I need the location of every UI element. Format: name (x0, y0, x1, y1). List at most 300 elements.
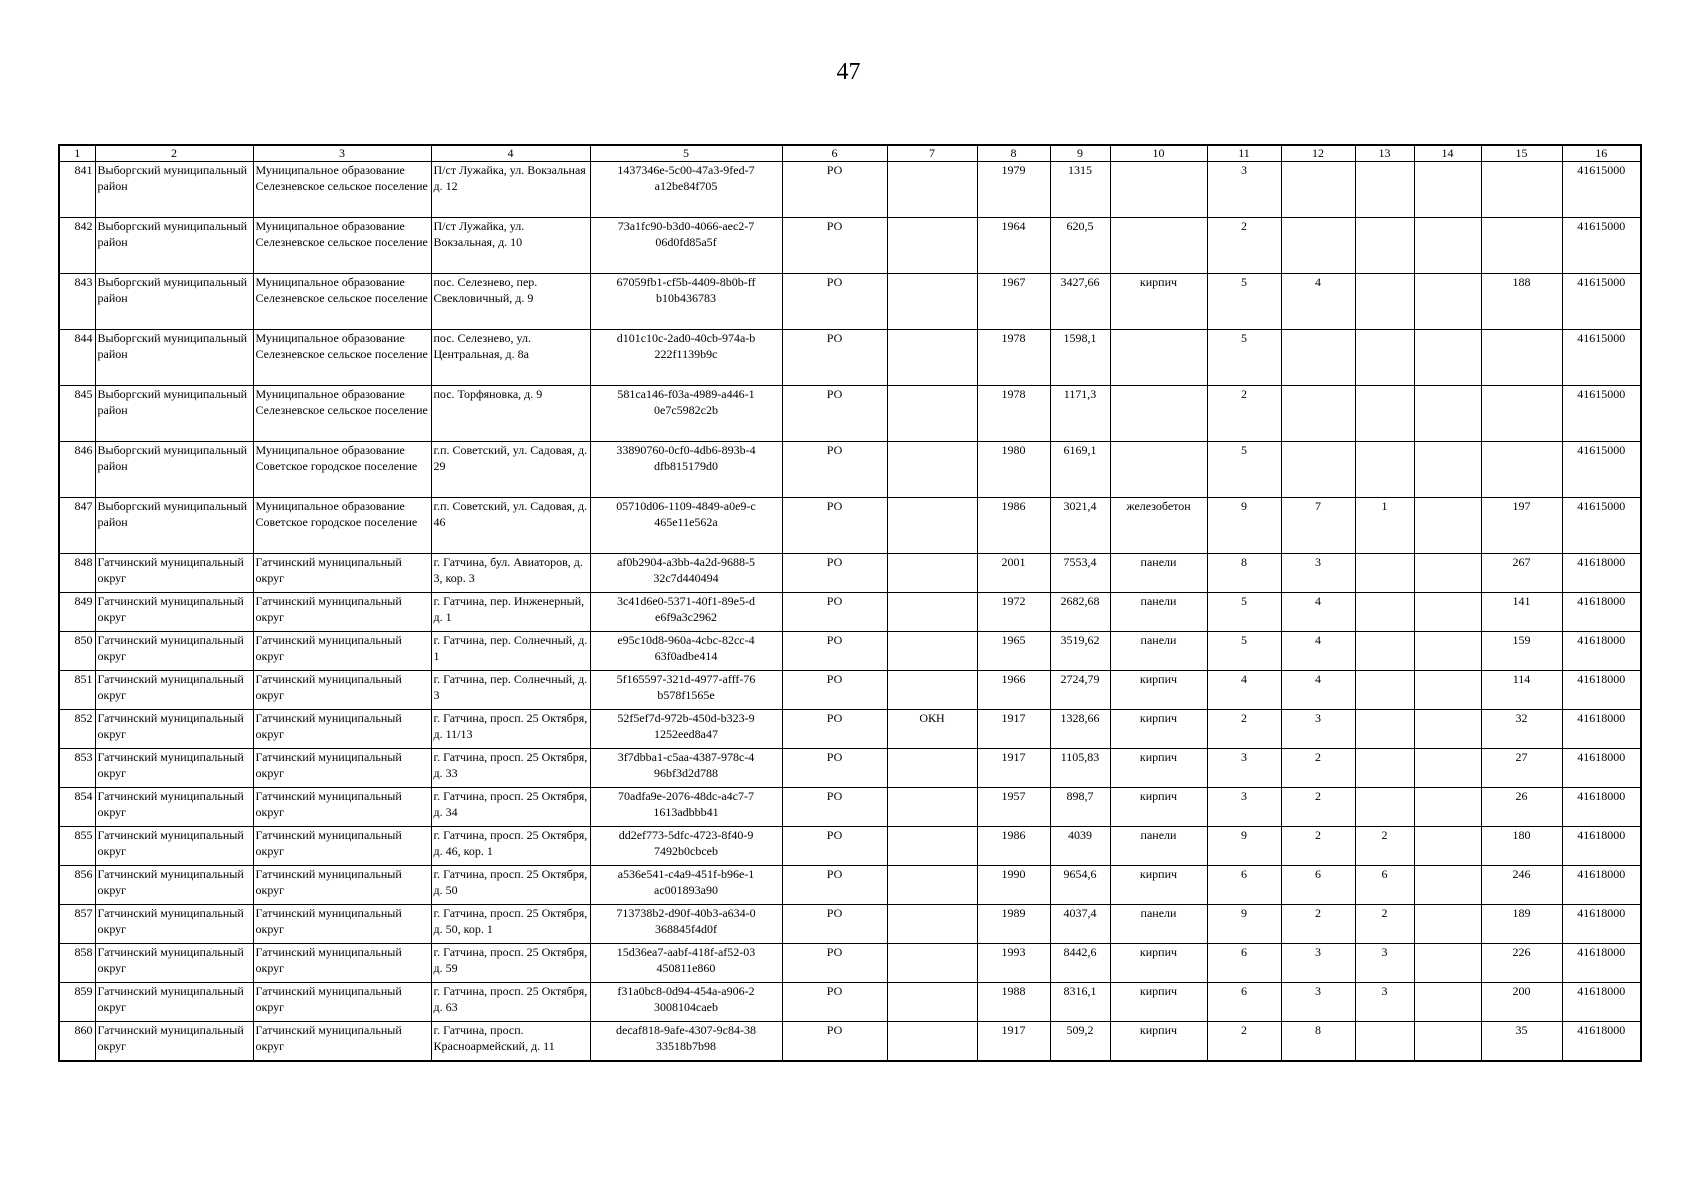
cell-col-10: кирпич (1110, 710, 1207, 749)
cell-col-3: Гатчинский муниципальный округ (253, 749, 431, 788)
table-row (59, 671, 1641, 710)
cell-col-10: панели (1110, 632, 1207, 671)
cell-col-12: 3 (1281, 554, 1355, 593)
cell-col-6: РО (782, 274, 887, 330)
fias-guid: d101c10c-2ad0-40cb-974a-b222f1139b9c (616, 331, 756, 361)
column-header-14: 14 (1414, 145, 1481, 162)
cell-col-8: 1978 (977, 330, 1050, 386)
cell-col-1: 853 (59, 749, 95, 788)
cell-col-6: РО (782, 827, 887, 866)
fias-guid: f31a0bc8-0d94-454a-a906-23008104caeb (617, 984, 755, 1014)
cell-col-7 (887, 274, 977, 330)
cell-col-12: 8 (1281, 1022, 1355, 1062)
cell-col-3: Гатчинский муниципальный округ (253, 632, 431, 671)
cell-col-12 (1281, 330, 1355, 386)
cell-col-1: 857 (59, 905, 95, 944)
cell-col-2: Гатчинский муниципальный округ (95, 554, 253, 593)
cell-col-10: кирпич (1110, 944, 1207, 983)
cell-col-4: пос. Селезнево, пер. Свекловичный, д. 9 (431, 274, 590, 330)
cell-col-1: 849 (59, 593, 95, 632)
cell-col-7 (887, 905, 977, 944)
cell-col-2: Выборгский муниципальный район (95, 386, 253, 442)
cell-col-15: 114 (1481, 671, 1562, 710)
cell-col-4: г. Гатчина, бул. Авиаторов, д. 3, кор. 3 (431, 554, 590, 593)
column-header-2: 2 (95, 145, 253, 162)
cell-col-2: Выборгский муниципальный район (95, 218, 253, 274)
fias-guid: 67059fb1-cf5b-4409-8b0b-ffb10b436783 (616, 275, 756, 305)
cell-col-6: РО (782, 905, 887, 944)
cell-col-8: 1986 (977, 827, 1050, 866)
cell-col-16: 41615000 (1562, 498, 1641, 554)
cell-col-2: Гатчинский муниципальный округ (95, 788, 253, 827)
cell-col-12 (1281, 218, 1355, 274)
cell-col-11: 3 (1207, 162, 1281, 218)
cell-col-6: РО (782, 983, 887, 1022)
cell-col-10: панели (1110, 554, 1207, 593)
column-header-12: 12 (1281, 145, 1355, 162)
cell-col-9: 1328,66 (1050, 710, 1110, 749)
housing-registry-table (58, 144, 1642, 1062)
cell-col-9: 4039 (1050, 827, 1110, 866)
cell-col-10: кирпич (1110, 866, 1207, 905)
column-header-11: 11 (1207, 145, 1281, 162)
cell-col-8: 1993 (977, 944, 1050, 983)
table-row (59, 788, 1641, 827)
table-row (59, 866, 1641, 905)
cell-col-1: 844 (59, 330, 95, 386)
column-header-15: 15 (1481, 145, 1562, 162)
cell-col-9: 1315 (1050, 162, 1110, 218)
cell-col-12: 4 (1281, 593, 1355, 632)
cell-col-10: кирпич (1110, 983, 1207, 1022)
cell-col-12: 4 (1281, 274, 1355, 330)
cell-col-6: РО (782, 386, 887, 442)
column-header-5: 5 (590, 145, 782, 162)
cell-col-12: 3 (1281, 983, 1355, 1022)
cell-col-5 (590, 442, 782, 498)
cell-col-1: 851 (59, 671, 95, 710)
cell-col-8: 2001 (977, 554, 1050, 593)
cell-col-9: 3519,62 (1050, 632, 1110, 671)
cell-col-16: 41615000 (1562, 218, 1641, 274)
cell-col-1: 847 (59, 498, 95, 554)
table-row (59, 827, 1641, 866)
cell-col-7 (887, 788, 977, 827)
cell-col-6: РО (782, 632, 887, 671)
cell-col-10 (1110, 442, 1207, 498)
cell-col-6: РО (782, 1022, 887, 1062)
table-row (59, 593, 1641, 632)
cell-col-5 (590, 749, 782, 788)
cell-col-14 (1414, 788, 1481, 827)
cell-col-2: Гатчинский муниципальный округ (95, 593, 253, 632)
cell-col-1: 858 (59, 944, 95, 983)
cell-col-2: Выборгский муниципальный район (95, 330, 253, 386)
column-header-16: 16 (1562, 145, 1641, 162)
cell-col-11: 3 (1207, 788, 1281, 827)
cell-col-13 (1355, 330, 1414, 386)
cell-col-1: 855 (59, 827, 95, 866)
cell-col-1: 845 (59, 386, 95, 442)
cell-col-5 (590, 498, 782, 554)
cell-col-11: 6 (1207, 944, 1281, 983)
cell-col-14 (1414, 1022, 1481, 1062)
cell-col-14 (1414, 330, 1481, 386)
cell-col-12: 2 (1281, 827, 1355, 866)
cell-col-13: 3 (1355, 983, 1414, 1022)
cell-col-4: г. Гатчина, пер. Инженерный, д. 1 (431, 593, 590, 632)
cell-col-9: 2724,79 (1050, 671, 1110, 710)
fias-guid: dd2ef773-5dfc-4723-8f40-97492b0cbceb (618, 828, 754, 858)
cell-col-16: 41615000 (1562, 162, 1641, 218)
cell-col-13 (1355, 218, 1414, 274)
cell-col-4: г. Гатчина, просп. 25 Октября, д. 46, кор. 1 (431, 827, 590, 866)
column-header-1: 1 (59, 145, 95, 162)
cell-col-3: Гатчинский муниципальный округ (253, 788, 431, 827)
fias-guid: 1437346e-5c00-47a3-9fed-7a12be84f705 (617, 163, 755, 193)
cell-col-2: Гатчинский муниципальный округ (95, 632, 253, 671)
cell-col-2: Выборгский муниципальный район (95, 442, 253, 498)
cell-col-14 (1414, 944, 1481, 983)
cell-col-13 (1355, 162, 1414, 218)
column-header-8: 8 (977, 145, 1050, 162)
cell-col-3: Муниципальное образование Селезневское сельское поселение (253, 386, 431, 442)
cell-col-10: кирпич (1110, 671, 1207, 710)
cell-col-12: 6 (1281, 866, 1355, 905)
cell-col-6: РО (782, 330, 887, 386)
cell-col-2: Гатчинский муниципальный округ (95, 1022, 253, 1062)
cell-col-2: Гатчинский муниципальный округ (95, 827, 253, 866)
cell-col-7 (887, 866, 977, 905)
fias-guid: 52f5ef7d-972b-450d-b323-91252eed8a47 (617, 711, 755, 741)
table-row (59, 274, 1641, 330)
cell-col-8: 1972 (977, 593, 1050, 632)
cell-col-5 (590, 218, 782, 274)
cell-col-8: 1986 (977, 498, 1050, 554)
cell-col-6: РО (782, 554, 887, 593)
cell-col-13 (1355, 386, 1414, 442)
cell-col-13 (1355, 1022, 1414, 1062)
cell-col-6: РО (782, 442, 887, 498)
cell-col-2: Гатчинский муниципальный округ (95, 749, 253, 788)
cell-col-6: РО (782, 866, 887, 905)
fias-guid: 05710d06-1109-4849-a0e9-c465e11e562a (616, 499, 756, 529)
cell-col-10: кирпич (1110, 788, 1207, 827)
cell-col-9: 6169,1 (1050, 442, 1110, 498)
cell-col-16: 41618000 (1562, 866, 1641, 905)
cell-col-10: кирпич (1110, 274, 1207, 330)
cell-col-4: г. Гатчина, пер. Солнечный, д. 1 (431, 632, 590, 671)
cell-col-7 (887, 498, 977, 554)
cell-col-12: 3 (1281, 944, 1355, 983)
fias-guid: decaf818-9afe-4307-9c84-3833518b7b98 (616, 1023, 756, 1053)
cell-col-15: 189 (1481, 905, 1562, 944)
cell-col-14 (1414, 386, 1481, 442)
cell-col-13: 3 (1355, 944, 1414, 983)
cell-col-6: РО (782, 593, 887, 632)
fias-guid: 3c41d6e0-5371-40f1-89e5-de6f9a3c2962 (617, 594, 755, 624)
table-row (59, 330, 1641, 386)
table-row (59, 983, 1641, 1022)
cell-col-8: 1990 (977, 866, 1050, 905)
cell-col-7: ОКН (887, 710, 977, 749)
cell-col-11: 5 (1207, 274, 1281, 330)
cell-col-16: 41618000 (1562, 944, 1641, 983)
cell-col-8: 1957 (977, 788, 1050, 827)
column-header-3: 3 (253, 145, 431, 162)
cell-col-7 (887, 330, 977, 386)
cell-col-3: Гатчинский муниципальный округ (253, 983, 431, 1022)
cell-col-8: 1980 (977, 442, 1050, 498)
cell-col-14 (1414, 983, 1481, 1022)
cell-col-11: 9 (1207, 827, 1281, 866)
cell-col-11: 6 (1207, 866, 1281, 905)
cell-col-15 (1481, 330, 1562, 386)
fias-guid: 15d36ea7-aabf-418f-af52-03450811e860 (616, 945, 756, 975)
cell-col-14 (1414, 442, 1481, 498)
cell-col-4: г. Гатчина, пер. Солнечный, д. 3 (431, 671, 590, 710)
cell-col-14 (1414, 498, 1481, 554)
cell-col-11: 2 (1207, 386, 1281, 442)
cell-col-4: г. Гатчина, просп. 25 Октября, д. 59 (431, 944, 590, 983)
cell-col-12: 7 (1281, 498, 1355, 554)
cell-col-13 (1355, 632, 1414, 671)
cell-col-12: 3 (1281, 710, 1355, 749)
cell-col-14 (1414, 671, 1481, 710)
cell-col-8: 1917 (977, 1022, 1050, 1062)
cell-col-9: 9654,6 (1050, 866, 1110, 905)
cell-col-5 (590, 827, 782, 866)
cell-col-2: Выборгский муниципальный район (95, 274, 253, 330)
table-row (59, 386, 1641, 442)
cell-col-12: 2 (1281, 788, 1355, 827)
cell-col-15: 180 (1481, 827, 1562, 866)
cell-col-15: 200 (1481, 983, 1562, 1022)
cell-col-10: железобетон (1110, 498, 1207, 554)
cell-col-16: 41618000 (1562, 671, 1641, 710)
cell-col-13 (1355, 788, 1414, 827)
cell-col-9: 3021,4 (1050, 498, 1110, 554)
cell-col-7 (887, 593, 977, 632)
cell-col-5 (590, 788, 782, 827)
cell-col-8: 1978 (977, 386, 1050, 442)
cell-col-15 (1481, 162, 1562, 218)
cell-col-14 (1414, 218, 1481, 274)
cell-col-16: 41618000 (1562, 827, 1641, 866)
column-header-9: 9 (1050, 145, 1110, 162)
cell-col-1: 860 (59, 1022, 95, 1062)
cell-col-3: Гатчинский муниципальный округ (253, 866, 431, 905)
cell-col-8: 1965 (977, 632, 1050, 671)
cell-col-4: пос. Торфяновка, д. 9 (431, 386, 590, 442)
cell-col-5 (590, 593, 782, 632)
cell-col-11: 2 (1207, 218, 1281, 274)
table-row (59, 554, 1641, 593)
cell-col-15: 32 (1481, 710, 1562, 749)
cell-col-14 (1414, 632, 1481, 671)
cell-col-9: 8316,1 (1050, 983, 1110, 1022)
cell-col-7 (887, 442, 977, 498)
cell-col-9: 3427,66 (1050, 274, 1110, 330)
cell-col-3: Гатчинский муниципальный округ (253, 905, 431, 944)
cell-col-3: Муниципальное образование Селезневское сельское поселение (253, 274, 431, 330)
cell-col-12 (1281, 162, 1355, 218)
table-row (59, 218, 1641, 274)
page-number: 47 (836, 59, 861, 85)
fias-guid: e95c10d8-960a-4cbc-82cc-463f0adbe414 (617, 633, 755, 663)
cell-col-1: 854 (59, 788, 95, 827)
cell-col-5 (590, 710, 782, 749)
cell-col-5 (590, 632, 782, 671)
table-row (59, 442, 1641, 498)
cell-col-16: 41618000 (1562, 710, 1641, 749)
cell-col-6: РО (782, 162, 887, 218)
cell-col-11: 6 (1207, 983, 1281, 1022)
cell-col-12: 4 (1281, 632, 1355, 671)
cell-col-16: 41618000 (1562, 632, 1641, 671)
cell-col-9: 509,2 (1050, 1022, 1110, 1062)
cell-col-13 (1355, 442, 1414, 498)
cell-col-2: Гатчинский муниципальный округ (95, 944, 253, 983)
cell-col-4: г. Гатчина, просп. 25 Октября, д. 33 (431, 749, 590, 788)
fias-guid: 3f7dbba1-c5aa-4387-978c-496bf3d2d788 (617, 750, 755, 780)
fias-guid: 5f165597-321d-4977-afff-76b578f1565e (616, 672, 756, 702)
table-row (59, 905, 1641, 944)
cell-col-6: РО (782, 749, 887, 788)
cell-col-6: РО (782, 710, 887, 749)
cell-col-9: 1598,1 (1050, 330, 1110, 386)
cell-col-14 (1414, 274, 1481, 330)
cell-col-7 (887, 983, 977, 1022)
cell-col-13 (1355, 554, 1414, 593)
cell-col-4: г. Гатчина, просп. 25 Октября, д. 34 (431, 788, 590, 827)
cell-col-16: 41618000 (1562, 983, 1641, 1022)
cell-col-14 (1414, 710, 1481, 749)
cell-col-8: 1989 (977, 905, 1050, 944)
table-row (59, 498, 1641, 554)
cell-col-7 (887, 386, 977, 442)
cell-col-11: 2 (1207, 710, 1281, 749)
table-row (59, 162, 1641, 218)
cell-col-16: 41618000 (1562, 1022, 1641, 1062)
cell-col-15: 267 (1481, 554, 1562, 593)
cell-col-1: 852 (59, 710, 95, 749)
cell-col-3: Гатчинский муниципальный округ (253, 593, 431, 632)
cell-col-3: Гатчинский муниципальный округ (253, 671, 431, 710)
cell-col-14 (1414, 593, 1481, 632)
column-header-13: 13 (1355, 145, 1414, 162)
cell-col-2: Выборгский муниципальный район (95, 162, 253, 218)
cell-col-5 (590, 866, 782, 905)
cell-col-3: Гатчинский муниципальный округ (253, 827, 431, 866)
cell-col-3: Гатчинский муниципальный округ (253, 944, 431, 983)
cell-col-10: панели (1110, 905, 1207, 944)
cell-col-1: 850 (59, 632, 95, 671)
cell-col-13 (1355, 671, 1414, 710)
cell-col-13: 6 (1355, 866, 1414, 905)
cell-col-14 (1414, 827, 1481, 866)
cell-col-6: РО (782, 788, 887, 827)
cell-col-15 (1481, 442, 1562, 498)
fias-guid: a536e541-c4a9-451f-b96e-1ac001893a90 (617, 867, 755, 897)
cell-col-15: 226 (1481, 944, 1562, 983)
table-row (59, 1022, 1641, 1062)
cell-col-15 (1481, 218, 1562, 274)
cell-col-14 (1414, 162, 1481, 218)
cell-col-3: Муниципальное образование Селезневское сельское поселение (253, 330, 431, 386)
cell-col-8: 1988 (977, 983, 1050, 1022)
fias-guid: 33890760-0cf0-4db6-893b-4dfb815179d0 (616, 443, 756, 473)
cell-col-8: 1917 (977, 749, 1050, 788)
cell-col-5 (590, 671, 782, 710)
cell-col-1: 859 (59, 983, 95, 1022)
column-header-4: 4 (431, 145, 590, 162)
cell-col-14 (1414, 866, 1481, 905)
cell-col-11: 5 (1207, 442, 1281, 498)
cell-col-4: г. Гатчина, просп. 25 Октября, д. 11/13 (431, 710, 590, 749)
cell-col-3: Гатчинский муниципальный округ (253, 1022, 431, 1062)
cell-col-1: 843 (59, 274, 95, 330)
cell-col-12 (1281, 442, 1355, 498)
cell-col-13 (1355, 749, 1414, 788)
cell-col-9: 898,7 (1050, 788, 1110, 827)
fias-guid: 73a1fc90-b3d0-4066-aec2-706d0fd85a5f (617, 219, 755, 249)
cell-col-2: Гатчинский муниципальный округ (95, 710, 253, 749)
fias-guid: 581ca146-f03a-4989-a446-10e7c5982c2b (617, 387, 755, 417)
fias-guid: af0b2904-a3bb-4a2d-9688-532c7d440494 (617, 555, 755, 585)
cell-col-5 (590, 386, 782, 442)
cell-col-14 (1414, 905, 1481, 944)
cell-col-5 (590, 905, 782, 944)
cell-col-13 (1355, 710, 1414, 749)
table-row (59, 749, 1641, 788)
cell-col-4: г. Гатчина, просп. 25 Октября, д. 63 (431, 983, 590, 1022)
cell-col-4: пос. Селезнево, ул. Центральная, д. 8а (431, 330, 590, 386)
cell-col-16: 41618000 (1562, 905, 1641, 944)
cell-col-8: 1966 (977, 671, 1050, 710)
cell-col-13: 2 (1355, 905, 1414, 944)
cell-col-15: 35 (1481, 1022, 1562, 1062)
cell-col-6: РО (782, 944, 887, 983)
cell-col-12 (1281, 386, 1355, 442)
cell-col-13: 1 (1355, 498, 1414, 554)
cell-col-8: 1967 (977, 274, 1050, 330)
cell-col-16: 41618000 (1562, 788, 1641, 827)
cell-col-2: Выборгский муниципальный район (95, 498, 253, 554)
cell-col-2: Гатчинский муниципальный округ (95, 905, 253, 944)
cell-col-11: 5 (1207, 330, 1281, 386)
cell-col-7 (887, 162, 977, 218)
cell-col-8: 1979 (977, 162, 1050, 218)
cell-col-2: Гатчинский муниципальный округ (95, 983, 253, 1022)
cell-col-15: 188 (1481, 274, 1562, 330)
cell-col-1: 841 (59, 162, 95, 218)
cell-col-13 (1355, 593, 1414, 632)
cell-col-5 (590, 274, 782, 330)
cell-col-3: Гатчинский муниципальный округ (253, 710, 431, 749)
cell-col-3: Муниципальное образование Советское городское поселение (253, 498, 431, 554)
cell-col-1: 846 (59, 442, 95, 498)
cell-col-9: 1105,83 (1050, 749, 1110, 788)
cell-col-5 (590, 1022, 782, 1062)
cell-col-7 (887, 1022, 977, 1062)
cell-col-10 (1110, 218, 1207, 274)
cell-col-6: РО (782, 671, 887, 710)
cell-col-4: П/ст Лужайка, ул. Вокзальная д. 12 (431, 162, 590, 218)
cell-col-12: 2 (1281, 749, 1355, 788)
cell-col-10 (1110, 386, 1207, 442)
cell-col-10: кирпич (1110, 1022, 1207, 1062)
